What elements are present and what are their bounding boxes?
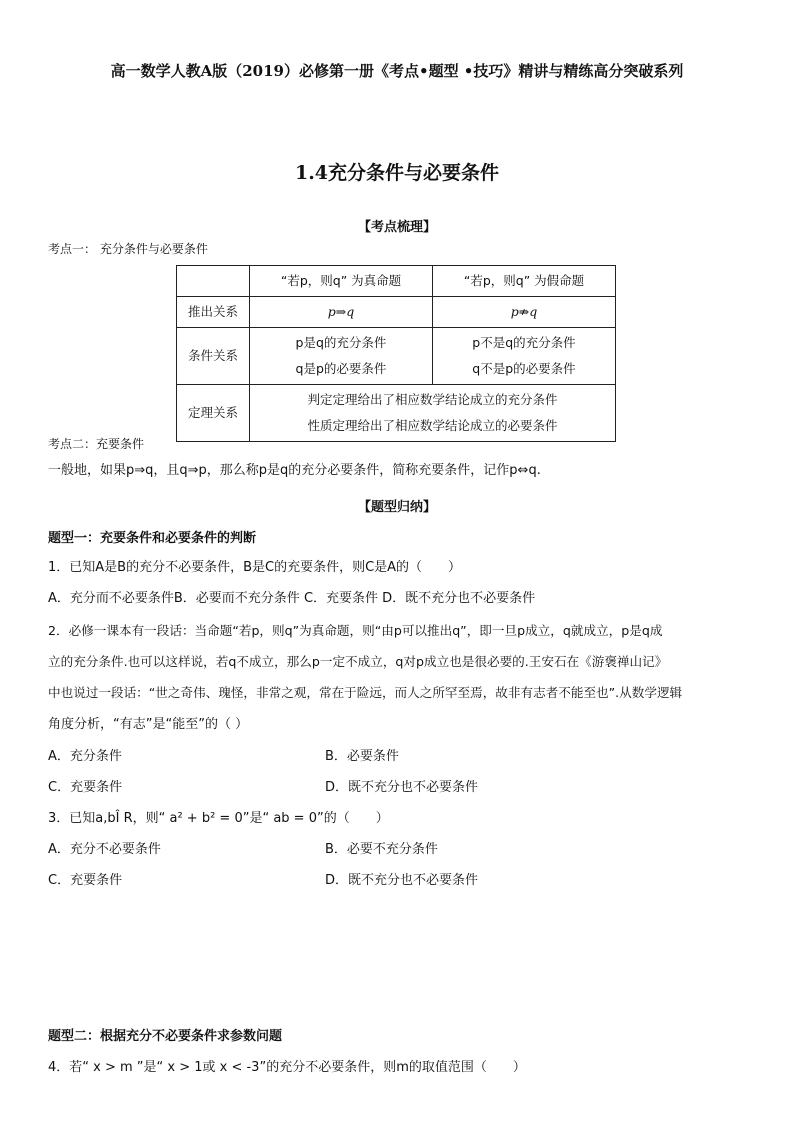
table-row (177, 385, 616, 442)
table-cell (250, 328, 433, 385)
section-heading-question-types: 【题型归纳】 (357, 500, 436, 515)
table-corner-cell (177, 266, 250, 297)
section-heading-key-points: 【考点梳理】 (357, 220, 436, 235)
cell-line: p是q的充分条件 (295, 335, 387, 350)
key-point-2-heading: 考点二：充要条件 (48, 437, 145, 451)
table-row-label: 定理关系 (177, 385, 250, 442)
table-cell (250, 385, 616, 442)
question-3-option-b: B．必要不充分条件 (325, 842, 438, 857)
implies-true: p⇒q (327, 304, 355, 319)
table-cell (432, 297, 615, 328)
cell-line: 判定定理给出了相应数学结论成立的充分条件 (307, 392, 558, 407)
table-cell (432, 328, 615, 385)
question-4-stem: 4．若“ x > m ”是“ x > 1或 x < -3”的充分不必要条件，则m的取值范围（ ） (48, 1060, 526, 1075)
table-row-label: 条件关系 (177, 328, 250, 385)
question-1-options: A．充分而不必要条件B．必要而不充分条件 C．充要条件 D．既不充分也不必要条件 (48, 591, 536, 606)
document-title: 1.4充分条件与必要条件 (294, 162, 500, 184)
question-2-line-2: 立的充分条件.也可以这样说，若q不成立，那么p一定不成立，q对p成立也是很必要的.王安石在《游褒禅山记》 (48, 654, 668, 669)
table-row (177, 297, 616, 328)
cell-line: q不是p的必要条件 (472, 361, 576, 376)
cell-line: 性质定理给出了相应数学结论成立的必要条件 (307, 418, 558, 433)
cell-line: p不是q的充分条件 (472, 335, 576, 350)
question-3-option-d: D．既不充分也不必要条件 (325, 873, 479, 888)
series-header: 高一数学人教A版（2019）必修第一册《考点•题型 •技巧》精讲与精练高分突破系列 (110, 62, 684, 80)
implies-false: p⇏q (510, 304, 538, 319)
key-point-1-heading: 考点一： 充分条件与必要条件 (48, 242, 208, 256)
key-point-2-text: 一般地，如果p⇒q，且q⇒p，那么称p是q的充分必要条件，简称充要条件，记作p⇔q. (48, 463, 541, 478)
table-row (177, 328, 616, 385)
question-2-option-d: D．既不充分也不必要条件 (325, 780, 479, 795)
question-3-option-c: C．充要条件 (48, 873, 123, 888)
question-2-option-b: B．必要条件 (325, 749, 399, 764)
table-row-label: 推出关系 (177, 297, 250, 328)
question-2-line-1: 2．必修一课本有一段话：当命题“若p，则q”为真命题，则“由p可以推出q”，即一旦p成立，q就成立，p是q成 (48, 623, 663, 638)
question-2-line-4: 角度分析，“有志”是“能至”的（ ） (48, 717, 249, 732)
question-2-option-a: A．充分条件 (48, 749, 122, 764)
table-cell (250, 297, 433, 328)
question-type-1-heading: 题型一：充要条件和必要条件的判断 (48, 531, 257, 546)
question-2-line-3: 中也说过一段话：“世之奇伟、瑰怪，非常之观，常在于险远，而人之所罕至焉，故非有志者不能至也”.从数学逻辑 (48, 685, 683, 700)
question-2-option-c: C．充要条件 (48, 780, 123, 795)
table-col-true: “若p，则q” 为真命题 (250, 266, 433, 297)
comparison-table (176, 265, 616, 442)
table-header-row (177, 266, 616, 297)
table-col-false: “若p，则q” 为假命题 (432, 266, 615, 297)
question-3-stem: 3．已知a,bÎ R，则“ a² + b² = 0”是“ ab = 0”的（ ） (48, 811, 389, 826)
cell-line: q是p的必要条件 (295, 361, 387, 376)
question-3-option-a: A．充分不必要条件 (48, 842, 161, 857)
question-type-2-heading: 题型二：根据充分不必要条件求参数问题 (48, 1029, 283, 1044)
question-1-stem: 1．已知A是B的充分不必要条件，B是C的充要条件，则C是A的（ ） (48, 560, 462, 575)
